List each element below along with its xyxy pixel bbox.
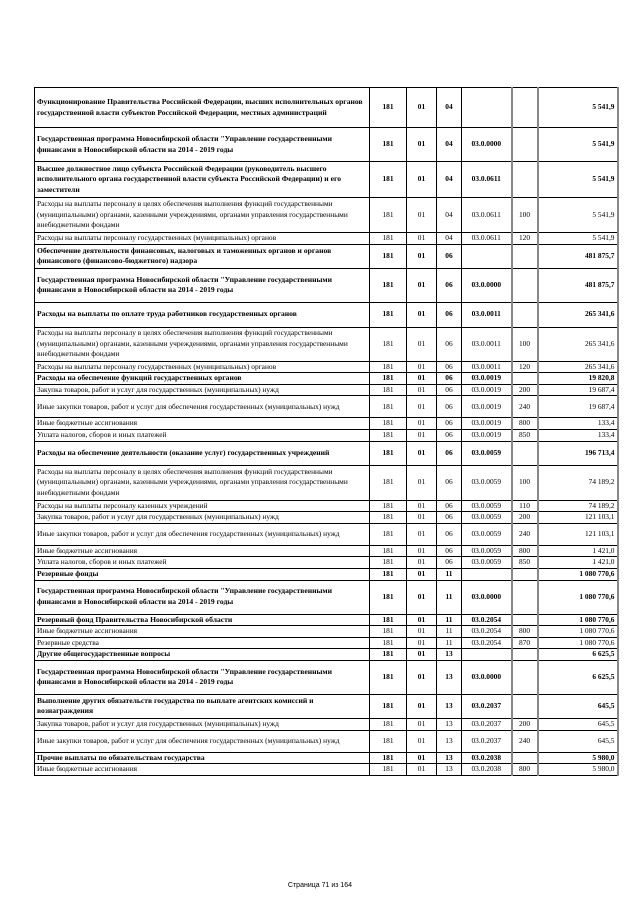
cell-grbs-code: 181 (370, 162, 407, 198)
cell-expense-type (512, 441, 538, 465)
cell-section-code: 01 (407, 649, 437, 661)
cell-target-article: 03.0.0059 (462, 523, 512, 545)
table-row (35, 718, 618, 730)
cell-target-article: 03.0.2054 (462, 637, 512, 649)
cell-subsection-code: 06 (437, 429, 462, 441)
cell-subsection-code: 06 (437, 361, 462, 373)
table-row (35, 637, 618, 649)
cell-expense-type (512, 694, 538, 718)
cell-description: Другие общегосударственные вопросы (35, 649, 370, 661)
cell-grbs-code: 181 (370, 465, 407, 500)
cell-description: Иные закупки товаров, работ и услуг для обеспечения государственных (муниципальных) нужд (35, 730, 370, 752)
table-row (35, 523, 618, 545)
table-row (35, 429, 618, 441)
cell-expense-type (512, 568, 538, 580)
table-row (35, 88, 618, 128)
cell-subsection-code: 11 (437, 637, 462, 649)
cell-expense-type: 870 (512, 637, 538, 649)
cell-amount: 1 080 770,6 (538, 637, 618, 649)
table-row (35, 660, 618, 694)
table-row (35, 384, 618, 396)
cell-section-code: 01 (407, 373, 437, 385)
cell-section-code: 01 (407, 580, 437, 614)
cell-amount: 121 103,1 (538, 523, 618, 545)
table-row (35, 233, 618, 245)
cell-expense-type (512, 302, 538, 327)
cell-expense-type: 240 (512, 730, 538, 752)
cell-expense-type: 120 (512, 361, 538, 373)
cell-expense-type: 240 (512, 523, 538, 545)
cell-expense-type: 200 (512, 718, 538, 730)
cell-section-code: 01 (407, 614, 437, 626)
cell-grbs-code: 181 (370, 327, 407, 361)
cell-amount: 19 820,8 (538, 373, 618, 385)
cell-section-code: 01 (407, 302, 437, 327)
cell-target-article: 03.0.2054 (462, 614, 512, 626)
cell-section-code: 01 (407, 396, 437, 418)
cell-expense-type: 100 (512, 327, 538, 361)
budget-table (34, 87, 619, 776)
cell-target-article: 03.0.0011 (462, 327, 512, 361)
cell-section-code: 01 (407, 626, 437, 638)
cell-section-code: 01 (407, 694, 437, 718)
cell-amount: 5 541,9 (538, 88, 618, 128)
cell-description: Выполнение других обязательств государства по выплате агентских комиссий и вознаграждения (35, 694, 370, 718)
cell-grbs-code: 181 (370, 730, 407, 752)
cell-subsection-code: 04 (437, 198, 462, 233)
cell-description: Расходы на обеспечение деятельности (оказание услуг) государственных учреждений (35, 441, 370, 465)
cell-amount: 481 875,7 (538, 268, 618, 302)
cell-amount: 645,5 (538, 730, 618, 752)
table-row (35, 128, 618, 162)
cell-amount: 6 625,5 (538, 660, 618, 694)
cell-section-code: 01 (407, 441, 437, 465)
table-row (35, 373, 618, 385)
cell-description: Уплата налогов, сборов и иных платежей (35, 557, 370, 569)
cell-target-article: 03.0.0059 (462, 465, 512, 500)
cell-target-article: 03.0.2038 (462, 752, 512, 764)
cell-description: Государственная программа Новосибирской области "Управление государственными финансами в Новосибирской области на 2014 - 2019 годы (35, 660, 370, 694)
cell-amount: 5 541,9 (538, 233, 618, 245)
cell-target-article: 03.0.0059 (462, 441, 512, 465)
cell-subsection-code: 11 (437, 568, 462, 580)
cell-grbs-code: 181 (370, 233, 407, 245)
cell-expense-type: 200 (512, 512, 538, 524)
cell-subsection-code: 06 (437, 268, 462, 302)
cell-section-code: 01 (407, 637, 437, 649)
cell-description: Иные закупки товаров, работ и услуг для обеспечения государственных (муниципальных) нужд (35, 396, 370, 418)
cell-section-code: 01 (407, 568, 437, 580)
cell-description: Высшее должностное лицо субъекта Российской Федерации (руководитель высшего исполнительного органа государственной власти субъекта Российской Федерации) и его заместители (35, 162, 370, 198)
cell-subsection-code: 06 (437, 465, 462, 500)
cell-description: Расходы на выплаты по оплате труда работников государственных органов (35, 302, 370, 327)
cell-grbs-code: 181 (370, 568, 407, 580)
cell-grbs-code: 181 (370, 614, 407, 626)
cell-section-code: 01 (407, 730, 437, 752)
cell-description: Прочие выплаты по обязательствам государства (35, 752, 370, 764)
cell-target-article: 03.0.0059 (462, 512, 512, 524)
cell-description: Иные бюджетные ассигнования (35, 764, 370, 776)
page-footer: Страница 71 из 164 (287, 882, 353, 889)
cell-description: Расходы на выплаты персоналу государственных (муниципальных) органов (35, 361, 370, 373)
cell-expense-type: 800 (512, 545, 538, 557)
cell-expense-type (512, 162, 538, 198)
table-row (35, 198, 618, 233)
cell-description: Резервный фонд Правительства Новосибирской области (35, 614, 370, 626)
cell-expense-type: 200 (512, 384, 538, 396)
cell-expense-type: 800 (512, 418, 538, 430)
table-row (35, 302, 618, 327)
table-row (35, 268, 618, 302)
cell-description: Закупка товаров, работ и услуг для государственных (муниципальных) нужд (35, 384, 370, 396)
cell-subsection-code: 06 (437, 418, 462, 430)
cell-section-code: 01 (407, 233, 437, 245)
cell-description: Расходы на обеспечение функций государственных органов (35, 373, 370, 385)
cell-subsection-code: 04 (437, 233, 462, 245)
table-row (35, 752, 618, 764)
cell-description: Иные бюджетные ассигнования (35, 418, 370, 430)
cell-expense-type: 100 (512, 198, 538, 233)
cell-grbs-code: 181 (370, 500, 407, 512)
table-row (35, 626, 618, 638)
cell-grbs-code: 181 (370, 580, 407, 614)
cell-grbs-code: 181 (370, 384, 407, 396)
cell-grbs-code: 181 (370, 764, 407, 776)
cell-target-article: 03.0.0011 (462, 361, 512, 373)
cell-description: Функционирование Правительства Российской Федерации, высших исполнительных органов государственной власти субъектов Российской Федерации, местных администраций (35, 88, 370, 128)
cell-target-article: 03.0.0611 (462, 198, 512, 233)
cell-grbs-code: 181 (370, 373, 407, 385)
cell-grbs-code: 181 (370, 396, 407, 418)
cell-description: Резервные средства (35, 637, 370, 649)
cell-grbs-code: 181 (370, 88, 407, 128)
cell-grbs-code: 181 (370, 429, 407, 441)
cell-subsection-code: 04 (437, 128, 462, 162)
cell-target-article (462, 244, 512, 268)
cell-description: Государственная программа Новосибирской области "Управление государственными финансами в Новосибирской области на 2014 - 2019 годы (35, 580, 370, 614)
table-row (35, 557, 618, 569)
cell-subsection-code: 06 (437, 557, 462, 569)
cell-amount: 645,5 (538, 718, 618, 730)
cell-section-code: 01 (407, 764, 437, 776)
cell-section-code: 01 (407, 162, 437, 198)
cell-section-code: 01 (407, 500, 437, 512)
cell-description: Иные бюджетные ассигнования (35, 545, 370, 557)
cell-subsection-code: 11 (437, 626, 462, 638)
cell-target-article: 03.0.0019 (462, 373, 512, 385)
cell-amount: 481 875,7 (538, 244, 618, 268)
cell-amount: 265 341,6 (538, 327, 618, 361)
cell-grbs-code: 181 (370, 128, 407, 162)
table-row (35, 730, 618, 752)
cell-section-code: 01 (407, 88, 437, 128)
cell-amount: 1 421,0 (538, 557, 618, 569)
cell-amount: 1 421,0 (538, 545, 618, 557)
cell-expense-type (512, 268, 538, 302)
table-row (35, 418, 618, 430)
cell-expense-type: 800 (512, 626, 538, 638)
cell-expense-type (512, 752, 538, 764)
cell-expense-type: 110 (512, 500, 538, 512)
cell-target-article: 03.0.0000 (462, 580, 512, 614)
cell-expense-type: 120 (512, 233, 538, 245)
cell-amount: 1 080 770,6 (538, 626, 618, 638)
cell-target-article: 03.0.2038 (462, 764, 512, 776)
cell-amount: 133,4 (538, 418, 618, 430)
cell-description: Государственная программа Новосибирской области "Управление государственными финансами в Новосибирской области на 2014 - 2019 годы (35, 128, 370, 162)
cell-description: Обеспечение деятельности финансовых, налоговых и таможенных органов и органов финансового (финансово-бюджетного) надзора (35, 244, 370, 268)
cell-grbs-code: 181 (370, 361, 407, 373)
cell-target-article: 03.0.0019 (462, 429, 512, 441)
cell-expense-type: 100 (512, 465, 538, 500)
cell-target-article: 03.0.0019 (462, 396, 512, 418)
cell-subsection-code: 06 (437, 244, 462, 268)
cell-description: Закупка товаров, работ и услуг для государственных (муниципальных) нужд (35, 718, 370, 730)
cell-grbs-code: 181 (370, 660, 407, 694)
table-row (35, 694, 618, 718)
table-row (35, 580, 618, 614)
cell-expense-type: 240 (512, 396, 538, 418)
cell-subsection-code: 06 (437, 384, 462, 396)
cell-amount: 1 080 770,6 (538, 614, 618, 626)
cell-subsection-code: 06 (437, 500, 462, 512)
cell-expense-type: 850 (512, 429, 538, 441)
table-row (35, 649, 618, 661)
cell-section-code: 01 (407, 557, 437, 569)
cell-grbs-code: 181 (370, 244, 407, 268)
cell-section-code: 01 (407, 198, 437, 233)
cell-target-article: 03.0.0059 (462, 557, 512, 569)
budget-table-body (35, 88, 618, 776)
cell-section-code: 01 (407, 268, 437, 302)
cell-subsection-code: 04 (437, 88, 462, 128)
cell-target-article: 03.0.0019 (462, 384, 512, 396)
cell-expense-type (512, 614, 538, 626)
table-row (35, 465, 618, 500)
cell-amount: 5 980,0 (538, 752, 618, 764)
cell-grbs-code: 181 (370, 545, 407, 557)
cell-target-article: 03.0.0000 (462, 128, 512, 162)
cell-section-code: 01 (407, 327, 437, 361)
cell-amount: 6 625,5 (538, 649, 618, 661)
cell-subsection-code: 06 (437, 373, 462, 385)
cell-grbs-code: 181 (370, 626, 407, 638)
cell-amount: 1 080 770,6 (538, 580, 618, 614)
cell-grbs-code: 181 (370, 557, 407, 569)
cell-section-code: 01 (407, 465, 437, 500)
table-row (35, 545, 618, 557)
cell-section-code: 01 (407, 660, 437, 694)
cell-subsection-code: 06 (437, 512, 462, 524)
cell-subsection-code: 06 (437, 396, 462, 418)
cell-description: Уплата налогов, сборов и иных платежей (35, 429, 370, 441)
cell-description: Иные закупки товаров, работ и услуг для обеспечения государственных (муниципальных) нужд (35, 523, 370, 545)
cell-expense-type (512, 649, 538, 661)
cell-subsection-code: 13 (437, 694, 462, 718)
cell-section-code: 01 (407, 752, 437, 764)
cell-amount: 133,4 (538, 429, 618, 441)
table-row (35, 327, 618, 361)
cell-expense-type (512, 128, 538, 162)
cell-target-article: 03.0.0000 (462, 660, 512, 694)
cell-section-code: 01 (407, 545, 437, 557)
cell-description: Расходы на выплаты персоналу в целях обеспечения выполнения функций государственными (муниципальными) органами, казенными учреждениями, органами управления государственными внебюджетными фондами (35, 327, 370, 361)
cell-amount: 74 189,2 (538, 500, 618, 512)
cell-subsection-code: 06 (437, 327, 462, 361)
cell-section-code: 01 (407, 718, 437, 730)
cell-section-code: 01 (407, 361, 437, 373)
cell-subsection-code: 04 (437, 162, 462, 198)
cell-target-article: 03.0.0011 (462, 302, 512, 327)
cell-grbs-code: 181 (370, 523, 407, 545)
cell-amount: 5 541,9 (538, 162, 618, 198)
cell-target-article: 03.0.0611 (462, 233, 512, 245)
cell-subsection-code: 13 (437, 649, 462, 661)
cell-subsection-code: 06 (437, 523, 462, 545)
cell-amount: 265 341,6 (538, 361, 618, 373)
cell-subsection-code: 06 (437, 441, 462, 465)
cell-grbs-code: 181 (370, 752, 407, 764)
cell-subsection-code: 06 (437, 302, 462, 327)
cell-grbs-code: 181 (370, 268, 407, 302)
cell-target-article: 03.0.2054 (462, 626, 512, 638)
cell-subsection-code: 13 (437, 730, 462, 752)
cell-amount: 645,5 (538, 694, 618, 718)
cell-amount: 196 713,4 (538, 441, 618, 465)
cell-amount: 74 189,2 (538, 465, 618, 500)
cell-target-article (462, 88, 512, 128)
cell-target-article: 03.0.2037 (462, 694, 512, 718)
cell-grbs-code: 181 (370, 637, 407, 649)
table-row (35, 500, 618, 512)
cell-grbs-code: 181 (370, 718, 407, 730)
cell-subsection-code: 11 (437, 614, 462, 626)
cell-target-article (462, 649, 512, 661)
cell-subsection-code: 13 (437, 764, 462, 776)
cell-amount: 19 687,4 (538, 396, 618, 418)
cell-expense-type: 800 (512, 764, 538, 776)
cell-amount: 121 103,1 (538, 512, 618, 524)
cell-target-article (462, 568, 512, 580)
cell-description: Иные бюджетные ассигнования (35, 626, 370, 638)
cell-expense-type (512, 660, 538, 694)
cell-amount: 5 980,0 (538, 764, 618, 776)
cell-description: Расходы на выплаты персоналу в целях обеспечения выполнения функций государственными (муниципальными) органами, казенными учреждениями, органами управления государственными внебюджетными фондами (35, 198, 370, 233)
cell-target-article: 03.0.0019 (462, 418, 512, 430)
cell-expense-type (512, 580, 538, 614)
cell-subsection-code: 06 (437, 545, 462, 557)
cell-subsection-code: 13 (437, 752, 462, 764)
table-row (35, 244, 618, 268)
cell-description: Расходы на выплаты персоналу в целях обеспечения выполнения функций государственными (муниципальными) органами, казенными учреждениями, органами управления государственными внебюджетными фондами (35, 465, 370, 500)
cell-expense-type (512, 88, 538, 128)
cell-amount: 5 541,9 (538, 198, 618, 233)
cell-expense-type (512, 244, 538, 268)
cell-grbs-code: 181 (370, 649, 407, 661)
cell-amount: 19 687,4 (538, 384, 618, 396)
cell-subsection-code: 13 (437, 718, 462, 730)
cell-section-code: 01 (407, 128, 437, 162)
table-row (35, 614, 618, 626)
cell-section-code: 01 (407, 244, 437, 268)
table-row (35, 361, 618, 373)
cell-section-code: 01 (407, 384, 437, 396)
cell-grbs-code: 181 (370, 512, 407, 524)
table-row (35, 441, 618, 465)
cell-section-code: 01 (407, 523, 437, 545)
cell-description: Расходы на выплаты персоналу казенных учреждений (35, 500, 370, 512)
table-row (35, 568, 618, 580)
cell-amount: 5 541,9 (538, 128, 618, 162)
cell-description: Расходы на выплаты персоналу государственных (муниципальных) органов (35, 233, 370, 245)
cell-target-article: 03.0.2037 (462, 730, 512, 752)
table-row (35, 162, 618, 198)
table-row (35, 764, 618, 776)
table-row (35, 396, 618, 418)
cell-target-article: 03.0.0000 (462, 268, 512, 302)
cell-grbs-code: 181 (370, 441, 407, 465)
table-row (35, 512, 618, 524)
cell-target-article: 03.0.0611 (462, 162, 512, 198)
cell-description: Государственная программа Новосибирской области "Управление государственными финансами в Новосибирской области на 2014 - 2019 годы (35, 268, 370, 302)
cell-grbs-code: 181 (370, 198, 407, 233)
cell-grbs-code: 181 (370, 302, 407, 327)
cell-grbs-code: 181 (370, 418, 407, 430)
cell-subsection-code: 11 (437, 580, 462, 614)
cell-grbs-code: 181 (370, 694, 407, 718)
cell-section-code: 01 (407, 429, 437, 441)
cell-target-article: 03.0.2037 (462, 718, 512, 730)
cell-expense-type: 850 (512, 557, 538, 569)
cell-target-article: 03.0.0059 (462, 545, 512, 557)
cell-expense-type (512, 373, 538, 385)
cell-description: Закупка товаров, работ и услуг для государственных (муниципальных) нужд (35, 512, 370, 524)
cell-amount: 265 341,6 (538, 302, 618, 327)
cell-section-code: 01 (407, 512, 437, 524)
cell-section-code: 01 (407, 418, 437, 430)
cell-subsection-code: 13 (437, 660, 462, 694)
cell-amount: 1 080 770,6 (538, 568, 618, 580)
cell-description: Резервные фонды (35, 568, 370, 580)
cell-target-article: 03.0.0059 (462, 500, 512, 512)
